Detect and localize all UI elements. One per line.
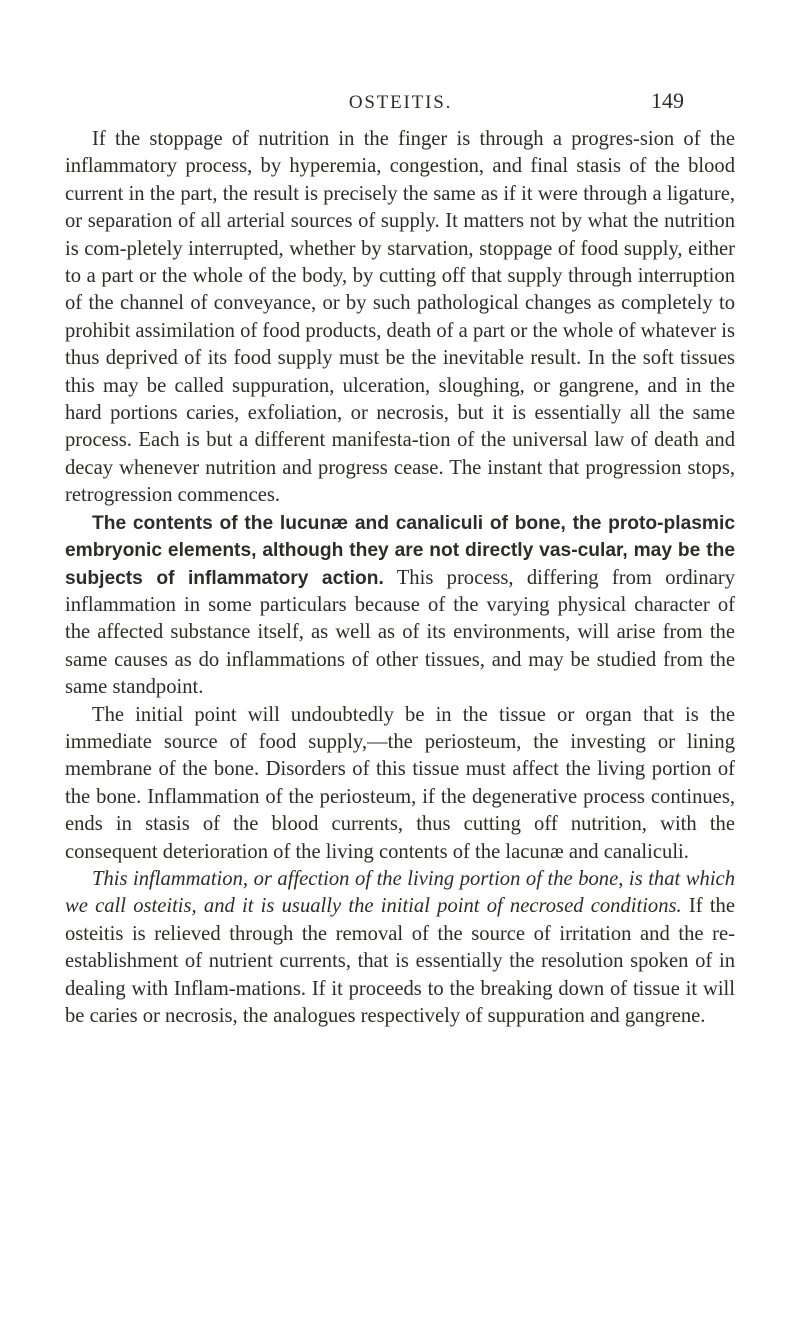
page-header xyxy=(0,88,801,118)
running-title: OSTEITIS. xyxy=(348,92,453,113)
paragraph-2-text: This process, differing from ordinary inflammation in some particulars because of the varying physical character of the affected substance itself, as well as of its environments, will arise from the same causes as do inflammations of other tissues, and may be studied from the same standpoint. xyxy=(65,566,735,699)
paragraph-2 xyxy=(65,510,735,702)
paragraph-4-text: If the osteitis is relieved through the removal of the source of irritation and the re-establishment of nutrient currents, that is essentially the resolution spoken of in dealing with Inflam-mations. If it proceeds to the breaking down of tissue it will be caries or necrosis, the analogues respectively of suppuration and gangrene. xyxy=(65,895,735,1027)
body-text xyxy=(65,126,735,1030)
bold-statement: The contents of the lucunæ and canaliculi of bone, the proto-plasmic embryonic elements, although they are not directly vas-cular, may be the subjects of inflammatory action. xyxy=(65,512,735,589)
paragraph-3: The initial point will undoubtedly be in the tissue or organ that is the immediate source of food supply,—the periosteum, the investing or lining membrane of the bone. Disorders of this tissue must affect the living portion of the bone. Inflammation of the periosteum, if the degenerative process continues, ends in stasis of the blood currents, thus cutting off nutrition, with the consequent deterioration of the living contents of the lacunæ and canaliculi. xyxy=(65,703,735,863)
paragraph-4 xyxy=(65,866,735,1030)
paragraph-1: If the stoppage of nutrition in the finger is through a progres-sion of the inflammatory process, by hyperemia, congestion, and final stasis of the blood current in the part, the result is precisely the same as if it were through a ligature, or separation of all arterial sources of supply. It matters not by what the nutrition is com-pletely interrupted, whether by starvation, stoppage of food supply, either to a part or the whole of the body, by cutting off that supply through interruption of the channel of conveyance, or by such pathological changes as completely to prohibit assimilation of food products, death of a part or the whole of whatever is thus deprived of its food supply must be the inevitable result. In the soft tissues this may be called suppuration, ulceration, sloughing, or gangrene, and in the hard portions caries, exfoliation, or necrosis, but it is essentially all the same process. Each is but a different manifesta-tion of the universal law of death and decay whenever nutrition and progress cease. The instant that progression stops, retrogression commences. xyxy=(65,128,735,507)
page-number: 149 xyxy=(651,88,684,113)
italic-definition: This inflammation, or affection of the living portion of the bone, is that which we call osteitis, and it is usually the initial point of necrosed conditions. xyxy=(65,867,735,918)
